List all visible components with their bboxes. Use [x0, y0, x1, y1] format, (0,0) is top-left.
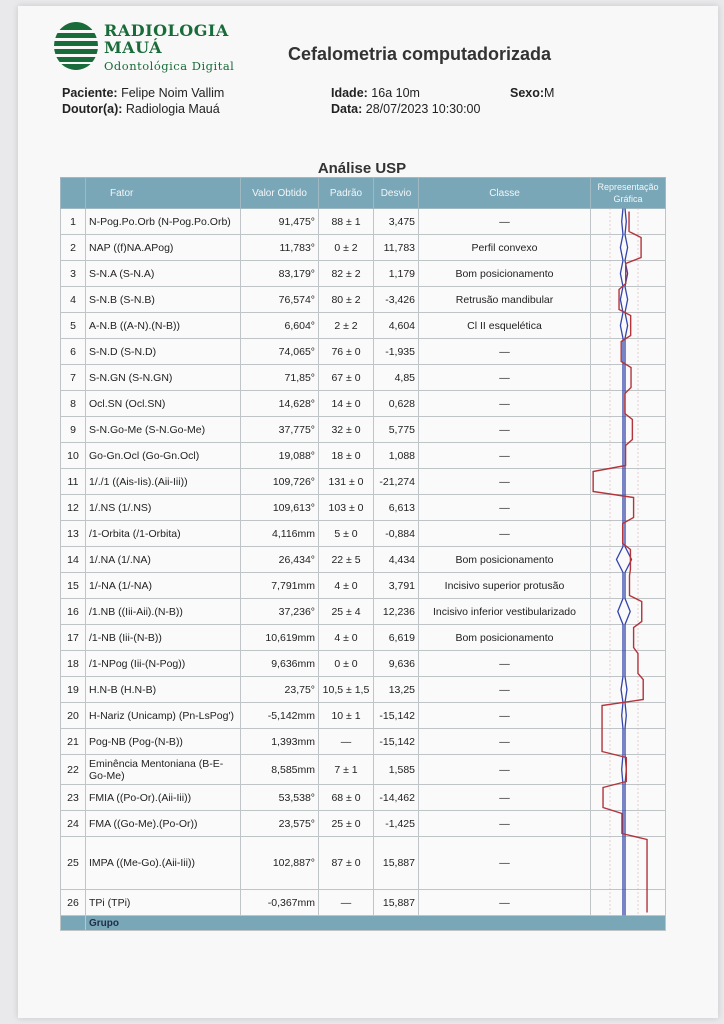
cell-padrao: 7 ± 1 [319, 755, 374, 785]
logo [52, 20, 242, 80]
cell-valor: 74,065° [241, 339, 319, 365]
cell-padrao: 25 ± 0 [319, 811, 374, 837]
cell-n: 3 [61, 261, 86, 287]
cell-padrao: 32 ± 0 [319, 417, 374, 443]
table-row [61, 261, 666, 287]
cell-desvio: 12,236 [374, 599, 419, 625]
cell-desvio: 15,887 [374, 890, 419, 916]
table-row [61, 573, 666, 599]
cell-desvio: 4,85 [374, 365, 419, 391]
table-row [61, 235, 666, 261]
cell-desvio: 3,475 [374, 209, 419, 235]
table-footer [61, 916, 666, 931]
cell-fator: FMIA ((Po-Or).(Aii-Iii)) [86, 785, 241, 811]
cell-classe: — [419, 339, 591, 365]
cell-desvio: 1,179 [374, 261, 419, 287]
col-grafica: Representação Gráfica [591, 178, 666, 209]
table-row [61, 521, 666, 547]
exam-date: Data: 28/07/2023 10:30:00 [331, 102, 481, 116]
cell-padrao: 4 ± 0 [319, 573, 374, 599]
table-row [61, 785, 666, 811]
cell-classe: Cl II esquelética [419, 313, 591, 339]
cell-fator: S-N.A (S-N.A) [86, 261, 241, 287]
cell-desvio: -1,935 [374, 339, 419, 365]
cell-n: 23 [61, 785, 86, 811]
cell-classe: Bom posicionamento [419, 547, 591, 573]
col-classe: Classe [419, 178, 591, 209]
col-num [61, 178, 86, 209]
table-row [61, 209, 666, 235]
table-row [61, 677, 666, 703]
document-title: Cefalometria computadorizada [288, 44, 552, 64]
col-valor: Valor Obtido [241, 178, 319, 209]
cell-fator: S-N.D (S-N.D) [86, 339, 241, 365]
table-row [61, 417, 666, 443]
cell-valor: 19,088° [241, 443, 319, 469]
cell-padrao: 14 ± 0 [319, 391, 374, 417]
footer-grupo: Grupo [86, 916, 666, 931]
table-header [61, 178, 666, 209]
cell-fator: 1/-NA (1/-NA) [86, 573, 241, 599]
cell-valor: 102,887° [241, 837, 319, 890]
cell-fator: IMPA ((Me-Go).(Aii-Iii)) [86, 837, 241, 890]
table-row [61, 890, 666, 916]
doctor-name: Doutor(a): Radiologia Mauá [62, 102, 220, 116]
cell-fator: Go-Gn.Ocl (Go-Gn.Ocl) [86, 443, 241, 469]
cell-classe: Incisivo superior protusão [419, 573, 591, 599]
cell-padrao: — [319, 890, 374, 916]
cell-classe: — [419, 495, 591, 521]
cell-padrao: 5 ± 0 [319, 521, 374, 547]
cell-padrao: 2 ± 2 [319, 313, 374, 339]
analysis-table [60, 177, 666, 931]
cell-padrao: 103 ± 0 [319, 495, 374, 521]
cell-padrao: 76 ± 0 [319, 339, 374, 365]
cell-fator: N-Pog.Po.Orb (N-Pog.Po.Orb) [86, 209, 241, 235]
cell-desvio: 9,636 [374, 651, 419, 677]
cell-padrao: 0 ± 0 [319, 651, 374, 677]
cell-padrao: 82 ± 2 [319, 261, 374, 287]
cell-n: 1 [61, 209, 86, 235]
cell-padrao: — [319, 729, 374, 755]
cell-desvio: -15,142 [374, 703, 419, 729]
cell-valor: 7,791mm [241, 573, 319, 599]
table-row [61, 837, 666, 890]
table-row [61, 443, 666, 469]
cell-valor: -5,142mm [241, 703, 319, 729]
table-body [61, 209, 666, 916]
cell-valor: 14,628° [241, 391, 319, 417]
cell-padrao: 4 ± 0 [319, 625, 374, 651]
cell-n: 15 [61, 573, 86, 599]
cell-n: 4 [61, 287, 86, 313]
cell-valor: 4,116mm [241, 521, 319, 547]
cell-valor: 1,393mm [241, 729, 319, 755]
cell-n: 8 [61, 391, 86, 417]
cell-fator: /1.NB ((Iii-Aii).(N-B)) [86, 599, 241, 625]
table-row [61, 703, 666, 729]
cell-n: 16 [61, 599, 86, 625]
cell-fator: H.N-B (H.N-B) [86, 677, 241, 703]
cell-classe: — [419, 651, 591, 677]
cell-valor: 9,636mm [241, 651, 319, 677]
cell-padrao: 10 ± 1 [319, 703, 374, 729]
logo-subtitle: Odontológica Digital [104, 59, 235, 73]
table-row [61, 313, 666, 339]
graphic-representation [590, 208, 665, 948]
cell-valor: 37,775° [241, 417, 319, 443]
cell-fator: Eminência Mentoniana (B-E-Go-Me) [86, 755, 241, 785]
cell-classe: Bom posicionamento [419, 261, 591, 287]
cell-n: 11 [61, 469, 86, 495]
cell-valor: 10,619mm [241, 625, 319, 651]
cell-classe: — [419, 209, 591, 235]
logo-name-line1: RADIOLOGIA [104, 21, 229, 40]
cell-classe: — [419, 811, 591, 837]
table-row [61, 469, 666, 495]
cell-classe: Perfil convexo [419, 235, 591, 261]
cell-fator: 1/./1 ((Ais-Iis).(Aii-Iii)) [86, 469, 241, 495]
cell-n: 25 [61, 837, 86, 890]
cell-n: 18 [61, 651, 86, 677]
cell-n: 7 [61, 365, 86, 391]
cell-fator: NAP ((f)NA.APog) [86, 235, 241, 261]
cell-desvio: -14,462 [374, 785, 419, 811]
cell-n: 14 [61, 547, 86, 573]
cell-desvio: 6,619 [374, 625, 419, 651]
cell-valor: 23,575° [241, 811, 319, 837]
table-row [61, 391, 666, 417]
cell-classe: — [419, 677, 591, 703]
cell-valor: 37,236° [241, 599, 319, 625]
cell-valor: 26,434° [241, 547, 319, 573]
col-padrao: Padrão [319, 178, 374, 209]
cell-valor: 91,475° [241, 209, 319, 235]
patient-age: Idade: 16a 10m [331, 86, 420, 100]
cell-classe: Retrusão mandibular [419, 287, 591, 313]
table-row [61, 495, 666, 521]
cell-desvio: 1,088 [374, 443, 419, 469]
cell-classe: — [419, 417, 591, 443]
cell-classe: — [419, 785, 591, 811]
cell-classe: — [419, 365, 591, 391]
cell-fator: A-N.B ((A-N).(N-B)) [86, 313, 241, 339]
cell-fator: S-N.GN (S-N.GN) [86, 365, 241, 391]
cell-valor: 8,585mm [241, 755, 319, 785]
cell-desvio: 11,783 [374, 235, 419, 261]
cell-n: 6 [61, 339, 86, 365]
cell-n: 12 [61, 495, 86, 521]
table-row [61, 755, 666, 785]
cell-classe: Incisivo inferior vestibularizado [419, 599, 591, 625]
cell-padrao: 87 ± 0 [319, 837, 374, 890]
cell-fator: /1-NPog (Iii-(N-Pog)) [86, 651, 241, 677]
cell-desvio: 15,887 [374, 837, 419, 890]
cell-fator: /1-Orbita (/1-Orbita) [86, 521, 241, 547]
cell-desvio: -21,274 [374, 469, 419, 495]
cell-padrao: 25 ± 4 [319, 599, 374, 625]
table-row [61, 287, 666, 313]
cell-desvio: 4,434 [374, 547, 419, 573]
table-row [61, 599, 666, 625]
cell-fator: S-N.B (S-N.B) [86, 287, 241, 313]
cell-classe: — [419, 443, 591, 469]
cell-valor: 109,726° [241, 469, 319, 495]
cell-valor: 11,783° [241, 235, 319, 261]
cell-valor: 53,538° [241, 785, 319, 811]
cell-desvio: -0,884 [374, 521, 419, 547]
cell-n: 2 [61, 235, 86, 261]
cell-valor: 23,75° [241, 677, 319, 703]
desvio-line [593, 212, 647, 913]
cell-valor: 83,179° [241, 261, 319, 287]
cell-desvio: 1,585 [374, 755, 419, 785]
cell-fator: /1-NB (Iii-(N-B)) [86, 625, 241, 651]
table-row [61, 811, 666, 837]
patient-sex: Sexo:M [510, 86, 555, 100]
cell-padrao: 18 ± 0 [319, 443, 374, 469]
col-fator: Fator [86, 178, 241, 209]
cell-fator: S-N.Go-Me (S-N.Go-Me) [86, 417, 241, 443]
cell-desvio: -15,142 [374, 729, 419, 755]
cell-valor: 76,574° [241, 287, 319, 313]
logo-name-line2: MAUÁ [104, 38, 162, 57]
cell-classe: — [419, 469, 591, 495]
cell-n: 17 [61, 625, 86, 651]
cell-n: 5 [61, 313, 86, 339]
table-row [61, 651, 666, 677]
cell-padrao: 22 ± 5 [319, 547, 374, 573]
cell-fator: Pog-NB (Pog-(N-B)) [86, 729, 241, 755]
cell-n: 26 [61, 890, 86, 916]
cell-classe: — [419, 391, 591, 417]
cell-fator: TPi (TPi) [86, 890, 241, 916]
col-desvio: Desvio [374, 178, 419, 209]
cell-n: 19 [61, 677, 86, 703]
cell-classe: — [419, 890, 591, 916]
patient-name: Paciente: Felipe Noim Vallim [62, 86, 225, 100]
table-row [61, 365, 666, 391]
cell-fator: FMA ((Go-Me).(Po-Or)) [86, 811, 241, 837]
padrao-line-left [616, 209, 623, 916]
cell-valor: 71,85° [241, 365, 319, 391]
cell-desvio: 5,775 [374, 417, 419, 443]
cell-padrao: 88 ± 1 [319, 209, 374, 235]
table-row [61, 729, 666, 755]
cell-desvio: -1,425 [374, 811, 419, 837]
cell-padrao: 67 ± 0 [319, 365, 374, 391]
cell-n: 20 [61, 703, 86, 729]
cell-fator: H-Nariz (Unicamp) (Pn-LsPog') [86, 703, 241, 729]
cell-desvio: 0,628 [374, 391, 419, 417]
cell-n: 10 [61, 443, 86, 469]
cell-desvio: 4,604 [374, 313, 419, 339]
cell-classe: — [419, 755, 591, 785]
cell-desvio: 3,791 [374, 573, 419, 599]
table-row [61, 625, 666, 651]
cell-n: 22 [61, 755, 86, 785]
cell-valor: 109,613° [241, 495, 319, 521]
cell-n: 13 [61, 521, 86, 547]
cell-valor: -0,367mm [241, 890, 319, 916]
cell-n: 21 [61, 729, 86, 755]
cell-valor: 6,604° [241, 313, 319, 339]
table-row [61, 547, 666, 573]
cell-n: 9 [61, 417, 86, 443]
cell-padrao: 0 ± 2 [319, 235, 374, 261]
cell-classe: — [419, 703, 591, 729]
cell-padrao: 68 ± 0 [319, 785, 374, 811]
cell-padrao: 131 ± 0 [319, 469, 374, 495]
table-row [61, 339, 666, 365]
cell-classe: Bom posicionamento [419, 625, 591, 651]
cell-fator: 1/.NA (1/.NA) [86, 547, 241, 573]
cell-desvio: -3,426 [374, 287, 419, 313]
cell-padrao: 80 ± 2 [319, 287, 374, 313]
cell-classe: — [419, 837, 591, 890]
analysis-title: Análise USP [317, 160, 407, 177]
cell-n: 24 [61, 811, 86, 837]
cell-fator: 1/.NS (1/.NS) [86, 495, 241, 521]
cell-classe: — [419, 729, 591, 755]
cell-classe: — [419, 521, 591, 547]
cell-desvio: 13,25 [374, 677, 419, 703]
cell-padrao: 10,5 ± 1,5 [319, 677, 374, 703]
cell-fator: Ocl.SN (Ocl.SN) [86, 391, 241, 417]
cell-desvio: 6,613 [374, 495, 419, 521]
logo-globe-icon [52, 20, 100, 72]
